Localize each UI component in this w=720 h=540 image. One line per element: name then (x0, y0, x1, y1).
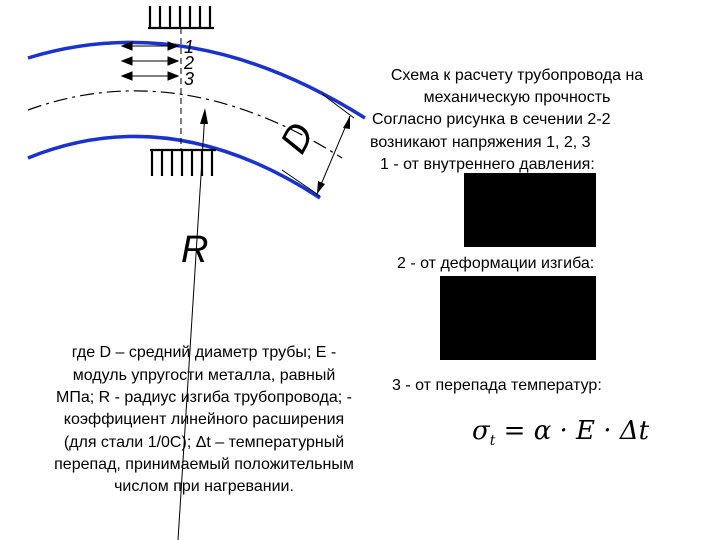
hatching-bottom (150, 150, 216, 176)
formula-sub: t (489, 433, 496, 450)
diameter-extension-outer (322, 94, 354, 118)
formula-1-image (464, 173, 596, 247)
diameter-arrow-bottom (317, 181, 325, 194)
item-3-label: 3 - от перепада температур: (392, 377, 602, 394)
radius-label: R (181, 229, 209, 271)
formula-rhs: = α · E · Δt (495, 416, 650, 446)
radius-arrowhead (200, 108, 208, 124)
legend-line-6: перепад, принимаемый положительным (54, 456, 354, 473)
legend-line-3: МПа; R - радиус изгиба трубопровода; - (56, 389, 352, 406)
legend-line-4: коэффициент линейного расширения (63, 411, 345, 428)
diameter-label: D (272, 116, 323, 161)
pipe-inner-wall (28, 136, 320, 198)
diameter-arrow-top (343, 116, 350, 129)
stress-label-2: 2 (184, 53, 195, 73)
formula-3 (472, 416, 649, 449)
stresses-note: возникают напряжения 1, 2, 3 (370, 134, 591, 151)
pipe-outer-wall (28, 42, 365, 118)
formula-lhs: σ (472, 416, 490, 446)
stress-label-3: 3 (184, 69, 195, 89)
formula-2-image (440, 276, 596, 360)
diameter-extension-inner (282, 170, 320, 196)
stress-label-1: 1 (184, 37, 195, 57)
hatching-top (148, 6, 214, 28)
title-line-1: Схема к расчету трубопровода на (390, 67, 644, 84)
section-note: Согласно рисунка в сечении 2-2 (372, 111, 611, 128)
legend-line-1: где D – средний диаметр трубы; E - (71, 344, 337, 361)
legend-line-2: модуль упругости металла, равный (72, 367, 336, 384)
radius-line (178, 112, 205, 540)
title-line-2: механическую прочность (423, 89, 611, 106)
item-1-label: 1 - от внутреннего давления: (380, 156, 595, 173)
legend-line-7: числом при нагревании. (114, 478, 294, 495)
item-2-label: 2 - от деформации изгиба: (397, 255, 595, 272)
stress-arrows (122, 42, 178, 80)
legend-line-5: (для стали 1/0С); Δt – температурный (63, 434, 345, 451)
